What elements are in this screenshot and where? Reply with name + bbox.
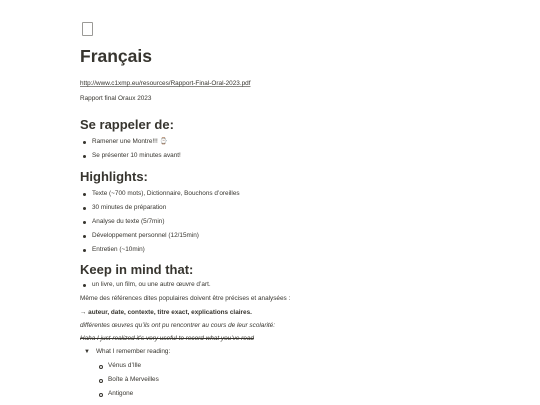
toggle-label: What I remember reading: <box>96 348 171 355</box>
page-icon[interactable] <box>82 22 93 36</box>
list-item: Vénus d’Ille <box>96 362 520 370</box>
list-item: Ramener une Montre!!! ⌚ <box>80 138 520 146</box>
list-item: Boîte à Merveilles <box>96 376 520 384</box>
page-title: Français <box>80 46 152 66</box>
rappeler-list <box>80 138 520 160</box>
reading-list <box>96 362 520 398</box>
heading-highlights: Highlights: <box>80 169 148 184</box>
list-item: Développement personnel (12/15min) <box>80 232 520 240</box>
keep-list <box>80 281 520 289</box>
rapport-subtitle: Rapport final Oraux 2023 <box>80 95 152 102</box>
list-item: un livre, un film, ou une autre œuvre d’art. <box>80 281 520 289</box>
list-item: Antigone <box>96 390 520 398</box>
list-item: Se présenter 10 minutes avant! <box>80 152 520 160</box>
heading-keep-in-mind: Keep in mind that: <box>80 262 194 277</box>
keep-line-strikethrough: Haha I just realized it’s very useful to record what you’ve read <box>80 335 254 342</box>
list-item: Texte (~700 mots), Dictionnaire, Bouchons d’oreilles <box>80 190 520 198</box>
keep-line-references: Même des références dites populaires doivent être précises et analysées : <box>80 295 291 302</box>
keep-line-oeuvres: différentes œuvres qu’ils ont pu rencontrer au cours de leur scolarité: <box>80 322 276 329</box>
heading-se-rappeler: Se rappeler de: <box>80 117 174 132</box>
list-item: Entretien (~10min) <box>80 246 520 254</box>
toggle-arrow-icon[interactable]: ▼ <box>84 349 90 355</box>
highlights-list <box>80 190 520 254</box>
list-item: 30 minutes de préparation <box>80 204 520 212</box>
page-content <box>80 22 520 404</box>
rapport-link[interactable]: http://www.c1xmp.eu/resources/Rapport-Final-Oral-2023.pdf <box>80 80 251 87</box>
list-item: Analyse du texte (5/7min) <box>80 218 520 226</box>
keep-line-details: → auteur, date, contexte, titre exact, explications claires. <box>80 309 252 316</box>
reading-toggle[interactable] <box>84 348 520 356</box>
